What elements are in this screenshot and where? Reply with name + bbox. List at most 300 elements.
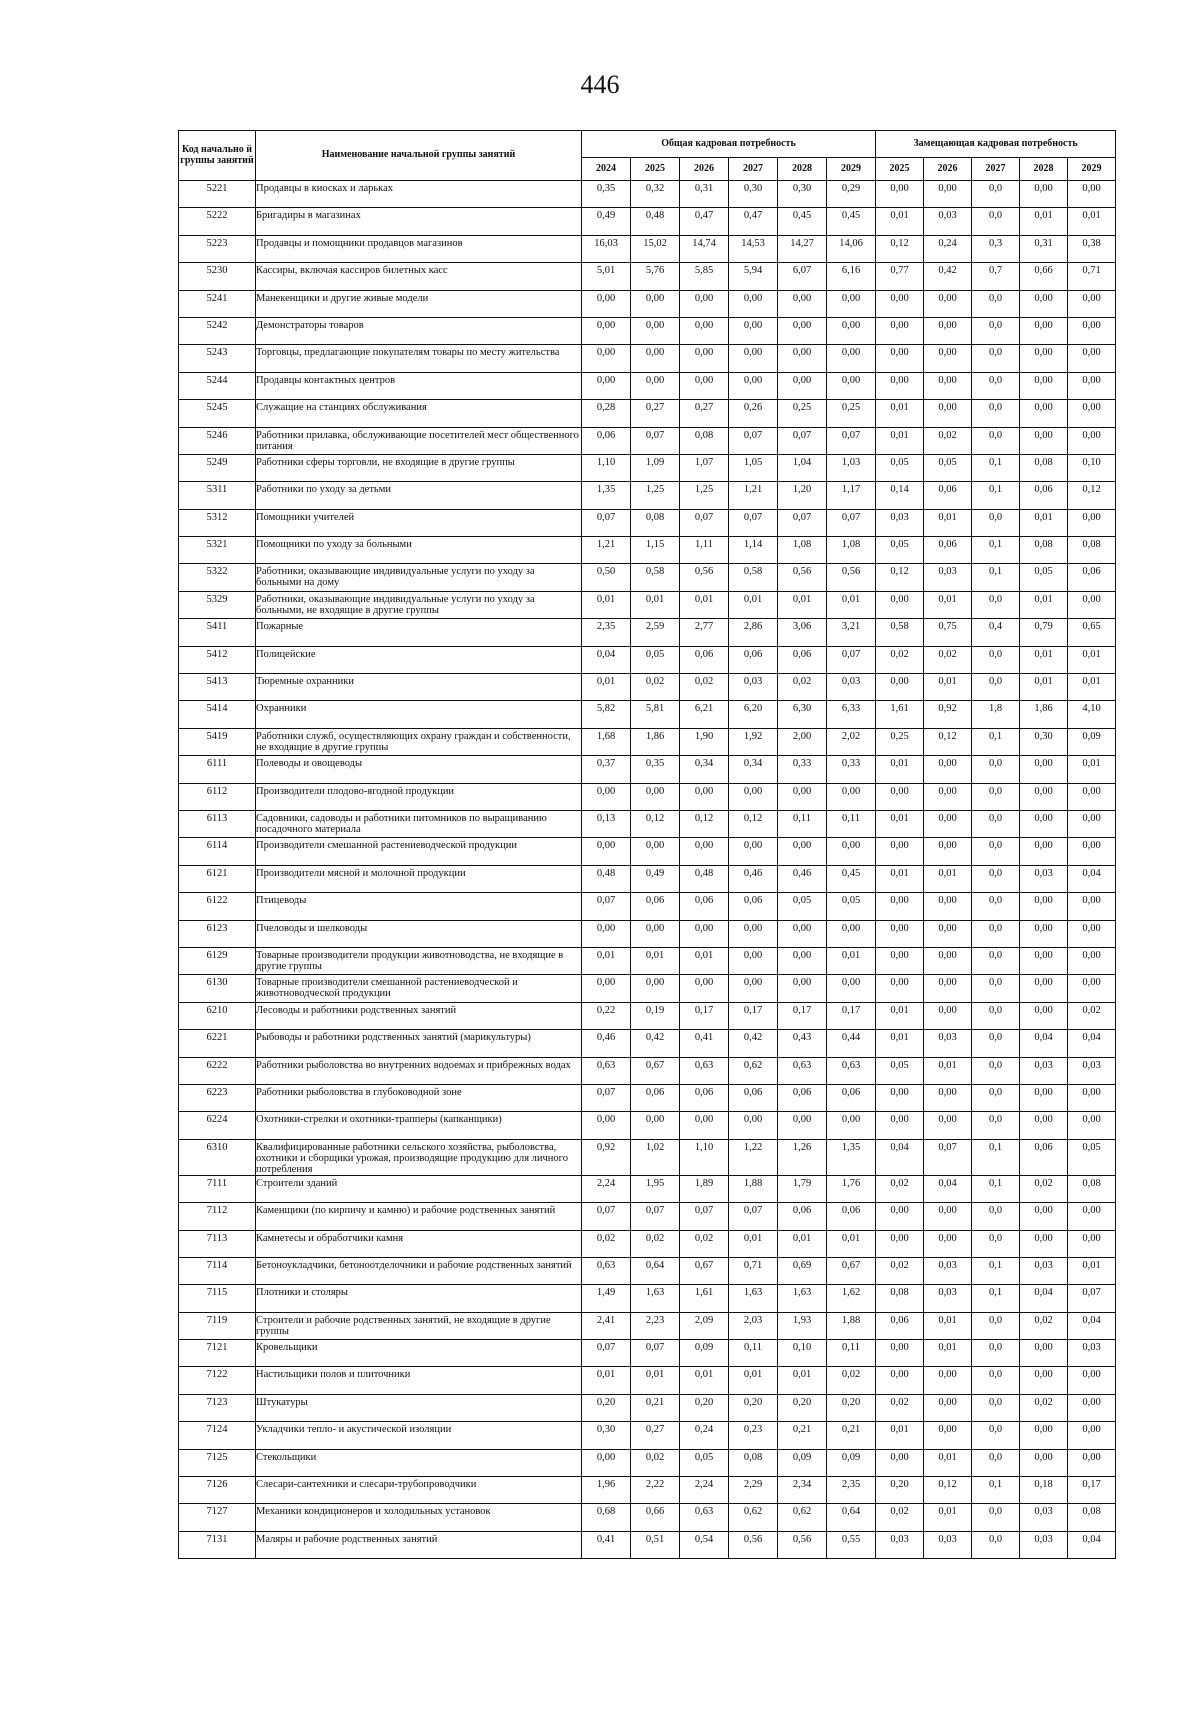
total-need-value: 0,00 xyxy=(778,345,827,372)
total-need-value: 1,86 xyxy=(631,728,680,755)
total-need-value: 0,92 xyxy=(582,1139,631,1175)
header-year: 2028 xyxy=(1020,158,1068,181)
occupation-name: Камнетесы и обработчики камня xyxy=(256,1230,582,1257)
occupation-code: 6122 xyxy=(179,893,256,920)
table-row xyxy=(179,756,1116,783)
occupation-name: Помощники по уходу за больными xyxy=(256,537,582,564)
total-need-value: 0,24 xyxy=(680,1422,729,1449)
total-need-value: 0,03 xyxy=(729,674,778,701)
replacement-need-value: 0,00 xyxy=(924,1203,972,1230)
occupation-code: 6222 xyxy=(179,1057,256,1084)
total-need-value: 0,45 xyxy=(827,208,876,235)
table-row xyxy=(179,235,1116,262)
total-need-value: 0,02 xyxy=(631,1230,680,1257)
total-need-value: 0,00 xyxy=(729,920,778,947)
total-need-value: 0,21 xyxy=(631,1394,680,1421)
replacement-need-value: 0,00 xyxy=(1020,1203,1068,1230)
replacement-need-value: 0,06 xyxy=(924,482,972,509)
total-need-value: 0,01 xyxy=(778,1367,827,1394)
replacement-need-value: 0,00 xyxy=(924,893,972,920)
header-year: 2027 xyxy=(729,158,778,181)
replacement-need-value: 0,00 xyxy=(924,181,972,208)
replacement-need-value: 0,00 xyxy=(1068,1394,1116,1421)
header-total-need: Общая кадровая потребность xyxy=(582,131,876,158)
replacement-need-value: 0,00 xyxy=(1020,838,1068,865)
table-row xyxy=(179,1422,1116,1449)
table-row xyxy=(179,674,1116,701)
total-need-value: 0,58 xyxy=(729,564,778,591)
replacement-need-value: 0,4 xyxy=(972,619,1020,646)
occupation-code: 6121 xyxy=(179,865,256,892)
occupation-name: Пчеловоды и шелководы xyxy=(256,920,582,947)
total-need-value: 6,16 xyxy=(827,263,876,290)
total-need-value: 0,00 xyxy=(631,372,680,399)
replacement-need-value: 1,8 xyxy=(972,701,1020,728)
total-need-value: 0,00 xyxy=(582,290,631,317)
total-need-value: 1,25 xyxy=(680,482,729,509)
replacement-need-value: 0,00 xyxy=(1020,756,1068,783)
total-need-value: 0,06 xyxy=(778,646,827,673)
replacement-need-value: 0,00 xyxy=(876,1340,924,1367)
total-need-value: 0,00 xyxy=(778,317,827,344)
replacement-need-value: 0,00 xyxy=(924,756,972,783)
occupation-code: 6130 xyxy=(179,975,256,1002)
table-row xyxy=(179,975,1116,1002)
replacement-need-value: 0,02 xyxy=(1068,1002,1116,1029)
replacement-need-value: 0,01 xyxy=(924,1504,972,1531)
total-need-value: 1,15 xyxy=(631,537,680,564)
replacement-need-value: 0,24 xyxy=(924,235,972,262)
total-need-value: 0,13 xyxy=(582,810,631,837)
table-row xyxy=(179,783,1116,810)
replacement-need-value: 0,0 xyxy=(972,783,1020,810)
total-need-value: 1,22 xyxy=(729,1139,778,1175)
total-need-value: 0,00 xyxy=(582,1112,631,1139)
total-need-value: 2,34 xyxy=(778,1477,827,1504)
total-need-value: 1,08 xyxy=(778,537,827,564)
total-need-value: 0,35 xyxy=(631,756,680,783)
total-need-value: 1,63 xyxy=(729,1285,778,1312)
total-need-value: 0,12 xyxy=(631,810,680,837)
replacement-need-value: 0,1 xyxy=(972,1477,1020,1504)
total-need-value: 2,23 xyxy=(631,1312,680,1339)
total-need-value: 0,50 xyxy=(582,564,631,591)
replacement-need-value: 0,03 xyxy=(876,509,924,536)
total-need-value: 1,11 xyxy=(680,537,729,564)
total-need-value: 0,49 xyxy=(631,865,680,892)
replacement-need-value: 0,1 xyxy=(972,1285,1020,1312)
total-need-value: 0,47 xyxy=(680,208,729,235)
total-need-value: 1,10 xyxy=(680,1139,729,1175)
total-need-value: 2,24 xyxy=(680,1477,729,1504)
replacement-need-value: 0,00 xyxy=(876,1112,924,1139)
replacement-need-value: 0,00 xyxy=(1068,1230,1116,1257)
total-need-value: 0,07 xyxy=(582,1203,631,1230)
replacement-need-value: 0,18 xyxy=(1020,1477,1068,1504)
table-header xyxy=(179,131,1116,181)
total-need-value: 0,07 xyxy=(827,509,876,536)
total-need-value: 0,01 xyxy=(778,591,827,618)
occupation-code: 6111 xyxy=(179,756,256,783)
occupation-code: 7127 xyxy=(179,1504,256,1531)
replacement-need-value: 0,04 xyxy=(924,1175,972,1202)
total-need-value: 0,01 xyxy=(582,1367,631,1394)
total-need-value: 0,08 xyxy=(729,1449,778,1476)
occupation-name: Охотники-стрелки и охотники-трапперы (капканщики) xyxy=(256,1112,582,1139)
replacement-need-value: 0,0 xyxy=(972,181,1020,208)
total-need-value: 0,06 xyxy=(778,1084,827,1111)
replacement-need-value: 0,01 xyxy=(876,1002,924,1029)
replacement-need-value: 0,00 xyxy=(876,290,924,317)
total-need-value: 0,01 xyxy=(827,1230,876,1257)
total-need-value: 0,22 xyxy=(582,1002,631,1029)
total-need-value: 6,21 xyxy=(680,701,729,728)
table-row xyxy=(179,591,1116,618)
total-need-value: 1,17 xyxy=(827,482,876,509)
total-need-value: 0,20 xyxy=(778,1394,827,1421)
replacement-need-value: 0,12 xyxy=(876,564,924,591)
replacement-need-value: 0,03 xyxy=(924,1030,972,1057)
total-need-value: 1,96 xyxy=(582,1477,631,1504)
total-need-value: 0,00 xyxy=(631,838,680,865)
replacement-need-value: 0,0 xyxy=(972,920,1020,947)
total-need-value: 0,00 xyxy=(729,345,778,372)
replacement-need-value: 0,03 xyxy=(924,1285,972,1312)
replacement-need-value: 0,00 xyxy=(1020,975,1068,1002)
table-row xyxy=(179,1057,1116,1084)
replacement-need-value: 0,00 xyxy=(1068,975,1116,1002)
total-need-value: 3,21 xyxy=(827,619,876,646)
occupation-code: 5414 xyxy=(179,701,256,728)
occupation-name: Кровельщики xyxy=(256,1340,582,1367)
occupation-code: 6224 xyxy=(179,1112,256,1139)
occupation-code: 7112 xyxy=(179,1203,256,1230)
replacement-need-value: 0,31 xyxy=(1020,235,1068,262)
replacement-need-value: 0,0 xyxy=(972,1449,1020,1476)
total-need-value: 0,32 xyxy=(631,181,680,208)
total-need-value: 1,35 xyxy=(582,482,631,509)
total-need-value: 0,01 xyxy=(729,1230,778,1257)
total-need-value: 0,06 xyxy=(680,893,729,920)
total-need-value: 0,42 xyxy=(729,1030,778,1057)
replacement-need-value: 0,1 xyxy=(972,1257,1020,1284)
total-need-value: 0,08 xyxy=(631,509,680,536)
occupation-code: 7124 xyxy=(179,1422,256,1449)
page-number: 446 xyxy=(580,70,620,99)
total-need-value: 2,41 xyxy=(582,1312,631,1339)
replacement-need-value: 0,00 xyxy=(876,838,924,865)
occupation-name: Рыбоводы и работники родственных занятий (марикультуры) xyxy=(256,1030,582,1057)
total-need-value: 0,17 xyxy=(729,1002,778,1029)
table-row xyxy=(179,317,1116,344)
replacement-need-value: 0,75 xyxy=(924,619,972,646)
replacement-need-value: 0,08 xyxy=(1020,537,1068,564)
replacement-need-value: 0,58 xyxy=(876,619,924,646)
replacement-need-value: 0,00 xyxy=(1068,1203,1116,1230)
replacement-need-value: 0,00 xyxy=(1068,783,1116,810)
total-need-value: 1,79 xyxy=(778,1175,827,1202)
replacement-need-value: 0,07 xyxy=(1068,1285,1116,1312)
total-need-value: 0,25 xyxy=(778,400,827,427)
replacement-need-value: 0,00 xyxy=(1020,947,1068,974)
total-need-value: 0,00 xyxy=(631,920,680,947)
replacement-need-value: 0,02 xyxy=(1020,1312,1068,1339)
replacement-need-value: 0,01 xyxy=(1020,674,1068,701)
replacement-need-value: 0,00 xyxy=(1068,947,1116,974)
table-row xyxy=(179,482,1116,509)
total-need-value: 0,12 xyxy=(680,810,729,837)
replacement-need-value: 0,10 xyxy=(1068,454,1116,481)
total-need-value: 0,05 xyxy=(631,646,680,673)
total-need-value: 0,01 xyxy=(827,947,876,974)
replacement-need-value: 0,08 xyxy=(876,1285,924,1312)
replacement-need-value: 0,00 xyxy=(1020,345,1068,372)
total-need-value: 0,06 xyxy=(631,1084,680,1111)
header-name: Наименование начальной группы занятий xyxy=(256,131,582,181)
replacement-need-value: 0,00 xyxy=(924,920,972,947)
total-need-value: 0,00 xyxy=(778,290,827,317)
total-need-value: 0,28 xyxy=(582,400,631,427)
total-need-value: 0,67 xyxy=(680,1257,729,1284)
replacement-need-value: 0,00 xyxy=(924,838,972,865)
replacement-need-value: 0,00 xyxy=(1020,1367,1068,1394)
total-need-value: 0,01 xyxy=(778,1230,827,1257)
total-need-value: 0,00 xyxy=(680,345,729,372)
occupation-code: 6123 xyxy=(179,920,256,947)
replacement-need-value: 0,00 xyxy=(924,345,972,372)
total-need-value: 0,00 xyxy=(729,947,778,974)
replacement-need-value: 0,00 xyxy=(1068,591,1116,618)
total-need-value: 0,00 xyxy=(582,345,631,372)
total-need-value: 0,62 xyxy=(778,1504,827,1531)
total-need-value: 0,05 xyxy=(680,1449,729,1476)
total-need-value: 0,00 xyxy=(729,1112,778,1139)
replacement-need-value: 0,0 xyxy=(972,947,1020,974)
total-need-value: 0,00 xyxy=(582,1449,631,1476)
replacement-need-value: 0,03 xyxy=(1020,1257,1068,1284)
total-need-value: 0,27 xyxy=(680,400,729,427)
replacement-need-value: 0,92 xyxy=(924,701,972,728)
total-need-value: 0,01 xyxy=(680,947,729,974)
table-row xyxy=(179,208,1116,235)
table-row xyxy=(179,1002,1116,1029)
total-need-value: 0,01 xyxy=(631,1367,680,1394)
occupation-name: Работники служб, осуществляющих охрану граждан и собственности, не входящие в другие группы xyxy=(256,728,582,755)
replacement-need-value: 0,0 xyxy=(972,975,1020,1002)
replacement-need-value: 0,05 xyxy=(1020,564,1068,591)
replacement-need-value: 0,00 xyxy=(1020,427,1068,454)
total-need-value: 2,35 xyxy=(827,1477,876,1504)
total-need-value: 0,45 xyxy=(827,865,876,892)
replacement-need-value: 0,00 xyxy=(1020,1449,1068,1476)
total-need-value: 0,00 xyxy=(582,975,631,1002)
replacement-need-value: 0,00 xyxy=(876,893,924,920)
occupation-code: 6310 xyxy=(179,1139,256,1175)
occupation-code: 5244 xyxy=(179,372,256,399)
occupation-code: 5411 xyxy=(179,619,256,646)
table-row xyxy=(179,1139,1116,1175)
replacement-need-value: 0,0 xyxy=(972,893,1020,920)
total-need-value: 0,63 xyxy=(827,1057,876,1084)
replacement-need-value: 0,01 xyxy=(924,1312,972,1339)
replacement-need-value: 0,00 xyxy=(1068,372,1116,399)
total-need-value: 1,93 xyxy=(778,1312,827,1339)
total-need-value: 0,06 xyxy=(680,1084,729,1111)
staffing-needs-table xyxy=(178,130,1116,1559)
occupation-code: 7111 xyxy=(179,1175,256,1202)
replacement-need-value: 0,00 xyxy=(1020,810,1068,837)
replacement-need-value: 0,08 xyxy=(1068,1504,1116,1531)
total-need-value: 0,37 xyxy=(582,756,631,783)
total-need-value: 0,17 xyxy=(827,1002,876,1029)
total-need-value: 2,77 xyxy=(680,619,729,646)
total-need-value: 0,62 xyxy=(729,1057,778,1084)
table-row xyxy=(179,947,1116,974)
table-row xyxy=(179,1394,1116,1421)
replacement-need-value: 0,0 xyxy=(972,1422,1020,1449)
total-need-value: 2,03 xyxy=(729,1312,778,1339)
replacement-need-value: 0,0 xyxy=(972,1112,1020,1139)
total-need-value: 0,00 xyxy=(827,975,876,1002)
occupation-code: 7126 xyxy=(179,1477,256,1504)
table-row xyxy=(179,1504,1116,1531)
total-need-value: 6,30 xyxy=(778,701,827,728)
total-need-value: 0,20 xyxy=(582,1394,631,1421)
total-need-value: 0,25 xyxy=(827,400,876,427)
table-row xyxy=(179,1367,1116,1394)
total-need-value: 0,66 xyxy=(631,1504,680,1531)
total-need-value: 0,01 xyxy=(680,1367,729,1394)
total-need-value: 0,63 xyxy=(582,1257,631,1284)
occupation-name: Демонстраторы товаров xyxy=(256,317,582,344)
replacement-need-value: 0,0 xyxy=(972,1030,1020,1057)
total-need-value: 1,61 xyxy=(680,1285,729,1312)
replacement-need-value: 1,61 xyxy=(876,701,924,728)
total-need-value: 1,07 xyxy=(680,454,729,481)
replacement-need-value: 0,0 xyxy=(972,317,1020,344)
total-need-value: 5,82 xyxy=(582,701,631,728)
total-need-value: 14,53 xyxy=(729,235,778,262)
total-need-value: 1,25 xyxy=(631,482,680,509)
total-need-value: 0,07 xyxy=(631,1203,680,1230)
total-need-value: 0,01 xyxy=(582,674,631,701)
replacement-need-value: 0,00 xyxy=(924,372,972,399)
occupation-name: Работники, оказывающие индивидуальные услуги по уходу за больными на дому xyxy=(256,564,582,591)
replacement-need-value: 0,01 xyxy=(876,865,924,892)
replacement-need-value: 0,03 xyxy=(924,564,972,591)
table-row xyxy=(179,454,1116,481)
replacement-need-value: 0,00 xyxy=(924,400,972,427)
total-need-value: 0,01 xyxy=(631,947,680,974)
replacement-need-value: 0,00 xyxy=(1020,783,1068,810)
total-need-value: 0,00 xyxy=(582,838,631,865)
replacement-need-value: 0,00 xyxy=(924,783,972,810)
header-year: 2025 xyxy=(876,158,924,181)
total-need-value: 0,62 xyxy=(729,1504,778,1531)
occupation-name: Плотники и столяры xyxy=(256,1285,582,1312)
replacement-need-value: 0,00 xyxy=(1020,1112,1068,1139)
total-need-value: 0,07 xyxy=(729,1203,778,1230)
replacement-need-value: 0,00 xyxy=(1020,1230,1068,1257)
total-need-value: 0,67 xyxy=(827,1257,876,1284)
total-need-value: 0,49 xyxy=(582,208,631,235)
occupation-name: Товарные производители продукции животноводства, не входящие в другие группы xyxy=(256,947,582,974)
replacement-need-value: 0,12 xyxy=(924,728,972,755)
replacement-need-value: 0,01 xyxy=(1020,591,1068,618)
total-need-value: 2,29 xyxy=(729,1477,778,1504)
replacement-need-value: 0,0 xyxy=(972,1367,1020,1394)
total-need-value: 0,00 xyxy=(827,317,876,344)
total-need-value: 0,00 xyxy=(729,783,778,810)
replacement-need-value: 0,00 xyxy=(1068,181,1116,208)
total-need-value: 14,74 xyxy=(680,235,729,262)
replacement-need-value: 0,7 xyxy=(972,263,1020,290)
total-need-value: 0,00 xyxy=(680,920,729,947)
total-need-value: 1,90 xyxy=(680,728,729,755)
total-need-value: 0,41 xyxy=(582,1531,631,1558)
occupation-code: 5245 xyxy=(179,400,256,427)
total-need-value: 0,67 xyxy=(631,1057,680,1084)
replacement-need-value: 0,38 xyxy=(1068,235,1116,262)
total-need-value: 5,85 xyxy=(680,263,729,290)
replacement-need-value: 0,00 xyxy=(1020,181,1068,208)
replacement-need-value: 0,14 xyxy=(876,482,924,509)
total-need-value: 0,26 xyxy=(729,400,778,427)
total-need-value: 0,00 xyxy=(778,920,827,947)
replacement-need-value: 0,00 xyxy=(924,1112,972,1139)
table-row xyxy=(179,345,1116,372)
occupation-code: 5223 xyxy=(179,235,256,262)
total-need-value: 0,09 xyxy=(827,1449,876,1476)
total-need-value: 0,00 xyxy=(827,1112,876,1139)
header-year: 2024 xyxy=(582,158,631,181)
replacement-need-value: 0,02 xyxy=(876,646,924,673)
replacement-need-value: 0,00 xyxy=(1020,1084,1068,1111)
replacement-need-value: 0,0 xyxy=(972,208,1020,235)
table-row xyxy=(179,564,1116,591)
replacement-need-value: 0,01 xyxy=(924,591,972,618)
replacement-need-value: 0,00 xyxy=(924,975,972,1002)
total-need-value: 0,00 xyxy=(827,372,876,399)
occupation-code: 5246 xyxy=(179,427,256,454)
total-need-value: 5,81 xyxy=(631,701,680,728)
replacement-need-value: 0,00 xyxy=(1068,317,1116,344)
replacement-need-value: 0,00 xyxy=(1020,1002,1068,1029)
occupation-name: Лесоводы и работники родственных занятий xyxy=(256,1002,582,1029)
occupation-name: Бетоноукладчики, бетоноотделочники и рабочие родственных занятий xyxy=(256,1257,582,1284)
total-need-value: 0,20 xyxy=(680,1394,729,1421)
occupation-name: Бригадиры в магазинах xyxy=(256,208,582,235)
total-need-value: 1,04 xyxy=(778,454,827,481)
occupation-code: 5249 xyxy=(179,454,256,481)
replacement-need-value: 0,00 xyxy=(924,947,972,974)
replacement-need-value: 0,02 xyxy=(876,1504,924,1531)
total-need-value: 0,00 xyxy=(729,975,778,1002)
total-need-value: 0,64 xyxy=(631,1257,680,1284)
replacement-need-value: 0,04 xyxy=(1020,1030,1068,1057)
occupation-code: 6129 xyxy=(179,947,256,974)
replacement-need-value: 0,02 xyxy=(876,1257,924,1284)
total-need-value: 0,00 xyxy=(582,317,631,344)
total-need-value: 0,07 xyxy=(680,1203,729,1230)
header-year: 2026 xyxy=(680,158,729,181)
total-need-value: 0,45 xyxy=(778,208,827,235)
total-need-value: 0,00 xyxy=(778,372,827,399)
occupation-name: Строители и рабочие родственных занятий, не входящие в другие группы xyxy=(256,1312,582,1339)
total-need-value: 1,10 xyxy=(582,454,631,481)
total-need-value: 0,02 xyxy=(631,1449,680,1476)
occupation-code: 7125 xyxy=(179,1449,256,1476)
